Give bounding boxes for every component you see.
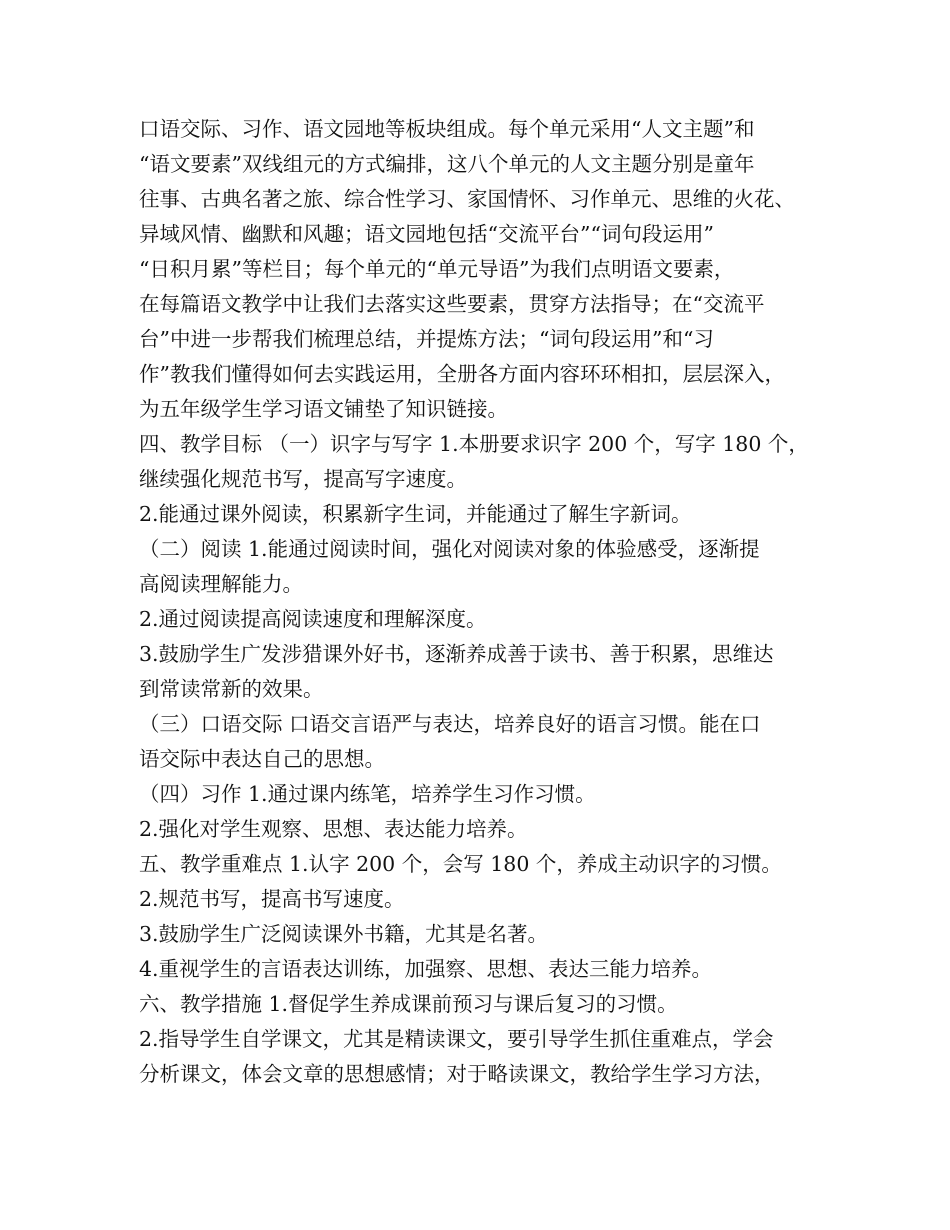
section-heading-key-points: 五、教学重难点 1.认字 200 个，会写 180 个，养成主动识字的习惯。 <box>139 852 782 876</box>
text-line: 往事、古典名著之旅、综合性学习、家国情怀、习作单元、思维的火花、 <box>139 187 795 211</box>
subsection-reading: （二）阅读 1.能通过阅读时间，强化对阅读对象的体验感受，逐渐提 <box>139 537 760 561</box>
text-line: 3.鼓励学生广发涉猎课外好书，逐渐养成善于读书、善于积累，思维达 <box>139 642 774 666</box>
text-line: 4.重视学生的言语表达训练，加强察、思想、表达三能力培养。 <box>139 957 713 981</box>
text-line: 到常读常新的效果。 <box>139 677 324 701</box>
text-line: 作”教我们懂得如何去实践运用，全册各方面内容环环相扣，层层深入， <box>139 362 785 386</box>
text-line: 2.强化对学生观察、思想、表达能力培养。 <box>139 817 528 841</box>
text-line: 2.能通过课外阅读，积累新字生词，并能通过了解生字新词。 <box>139 502 692 526</box>
text-line: 2.指导学生自学课文，尤其是精读课文，要引导学生抓住重难点，学会 <box>139 1027 774 1051</box>
text-line: 在每篇语文教学中让我们去落实这些要素，贯穿方法指导；在“交流平 <box>139 292 765 316</box>
text-line: “语文要素”双线组元的方式编排，这八个单元的人文主题分别是童年 <box>139 152 755 176</box>
text-line: 继续强化规范书写，提高写字速度。 <box>139 467 467 491</box>
subsection-writing: （四）习作 1.通过课内练笔，培养学生习作习惯。 <box>139 782 596 806</box>
text-line: 口语交际、习作、语文园地等板块组成。每个单元采用“人文主题”和 <box>139 117 755 141</box>
text-line: 2.通过阅读提高阅读速度和理解深度。 <box>139 607 487 631</box>
text-line: 分析课文，体会文章的思想感情；对于略读课文，教给学生学习方法， <box>139 1062 775 1086</box>
text-line: “日积月累”等栏目；每个单元的“单元导语”为我们点明语文要素， <box>139 257 735 281</box>
text-line: 异域风情、幽默和风趣；语文园地包括“交流平台”“词句段运用” <box>139 222 714 246</box>
section-heading-teaching-measures: 六、教学措施 1.督促学生养成课前预习与课后复习的习惯。 <box>139 992 678 1016</box>
text-line: 高阅读理解能力。 <box>139 572 303 596</box>
text-line: 为五年级学生学习语文铺垫了知识链接。 <box>139 397 508 421</box>
document-body <box>139 112 839 1092</box>
subsection-oral-communication: （三）口语交际 口语交言语严与表达，培养良好的语言习惯。能在口 <box>139 712 761 736</box>
text-line: 3.鼓励学生广泛阅读课外书籍，尤其是名著。 <box>139 922 549 946</box>
text-line: 语交际中表达自己的思想。 <box>139 747 385 771</box>
section-heading-teaching-goals: 四、教学目标 （一）识字与写字 1.本册要求识字 200 个，写字 180 个， <box>139 432 809 456</box>
text-line: 2.规范书写，提高书写速度。 <box>139 887 405 911</box>
text-line: 台”中进一步帮我们梳理总结，并提炼方法；“词句段运用”和“习 <box>139 327 714 351</box>
